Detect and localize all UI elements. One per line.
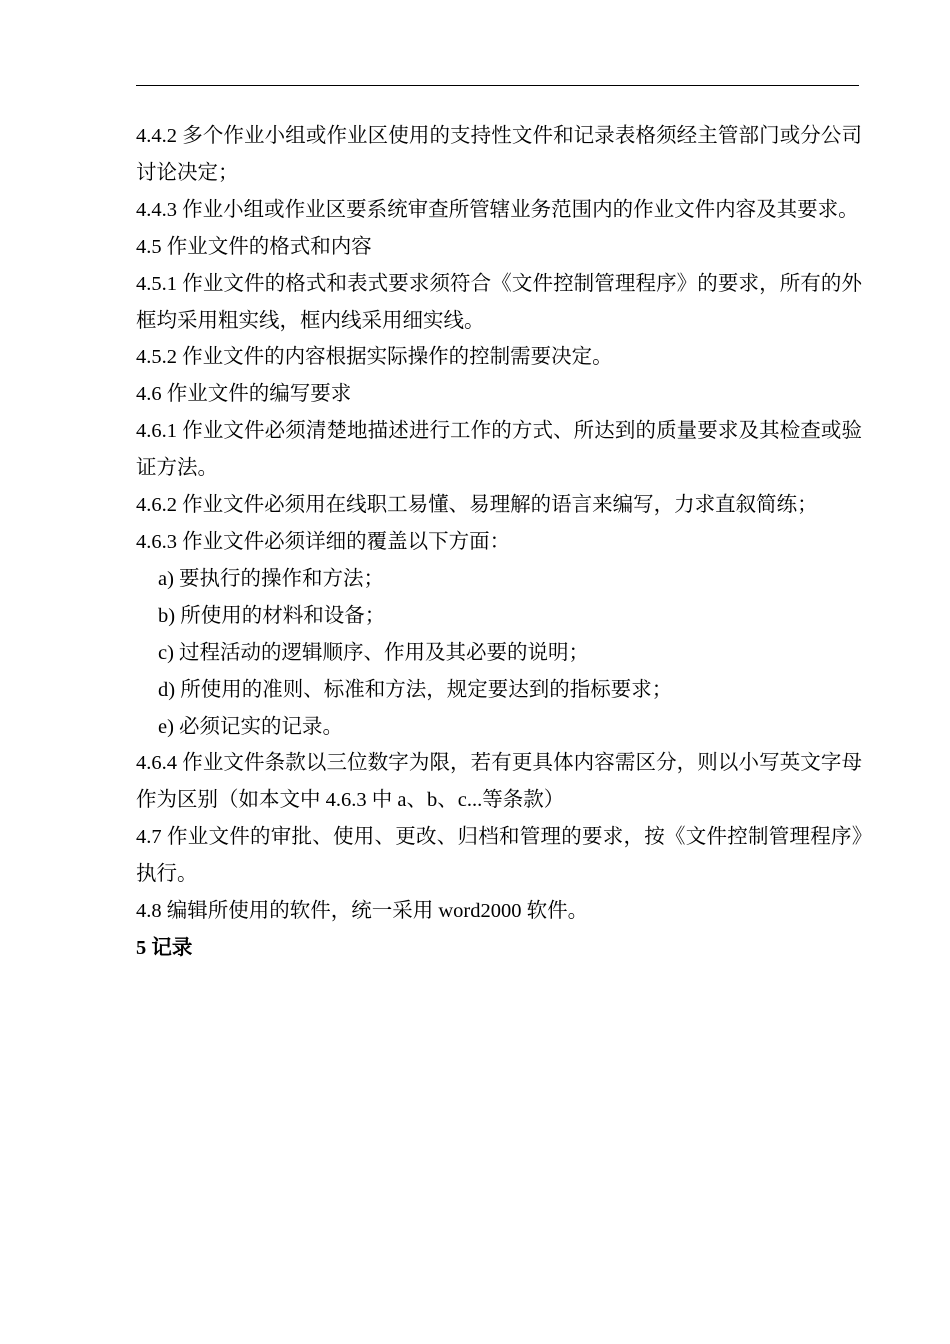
clause-4-4-2: 4.4.2 多个作业小组或作业区使用的支持性文件和记录表格须经主管部门或分公司讨论决定； [136, 125, 862, 184]
list-item-b: b) 所使用的材料和设备； [158, 604, 386, 627]
list-item-e: e) 必须记实的记录。 [158, 715, 344, 738]
clause-4-8: 4.8 编辑所使用的软件，统一采用 word2000 软件。 [136, 900, 589, 923]
clause-4-5-1: 4.5.1 作业文件的格式和表式要求须符合《文件控制管理程序》的要求，所有的外框均采用粗实线，框内线采用细实线。 [136, 272, 862, 332]
list-item-a: a) 要执行的操作和方法； [158, 567, 385, 590]
clause-4-4-3: 4.4.3 作业小组或作业区要系统审查所管辖业务范围内的作业文件内容及其要求。 [136, 198, 859, 221]
clause-4-7: 4.7 作业文件的审批、使用、更改、归档和管理的要求，按《文件控制管理程序》执行。 [136, 826, 862, 886]
header-rule [136, 85, 859, 86]
section-5-heading: 5 记录 [136, 936, 193, 959]
clause-4-6-2: 4.6.2 作业文件必须用在线职工易懂、易理解的语言来编写，力求直叙简练； [136, 494, 818, 517]
list-item-d: d) 所使用的准则、标准和方法，规定要达到的指标要求； [158, 678, 673, 701]
clause-4-6-4: 4.6.4 作业文件条款以三位数字为限，若有更具体内容需区分，则以小写英文字母作为区别（如本文中 4.6.3 中 a、b、c...等条款） [136, 752, 862, 812]
document-body [136, 118, 862, 967]
list-item-c: c) 过程活动的逻辑顺序、作用及其必要的说明； [158, 641, 590, 664]
section-4-6-heading: 4.6 作业文件的编写要求 [136, 383, 352, 406]
clause-4-6-1: 4.6.1 作业文件必须清楚地描述进行工作的方式、所达到的质量要求及其检查或验证方法。 [136, 420, 862, 480]
clause-4-5-2: 4.5.2 作业文件的内容根据实际操作的控制需要决定。 [136, 346, 613, 369]
clause-4-6-3: 4.6.3 作业文件必须详细的覆盖以下方面： [136, 530, 511, 553]
section-4-5-heading: 4.5 作业文件的格式和内容 [136, 235, 372, 258]
